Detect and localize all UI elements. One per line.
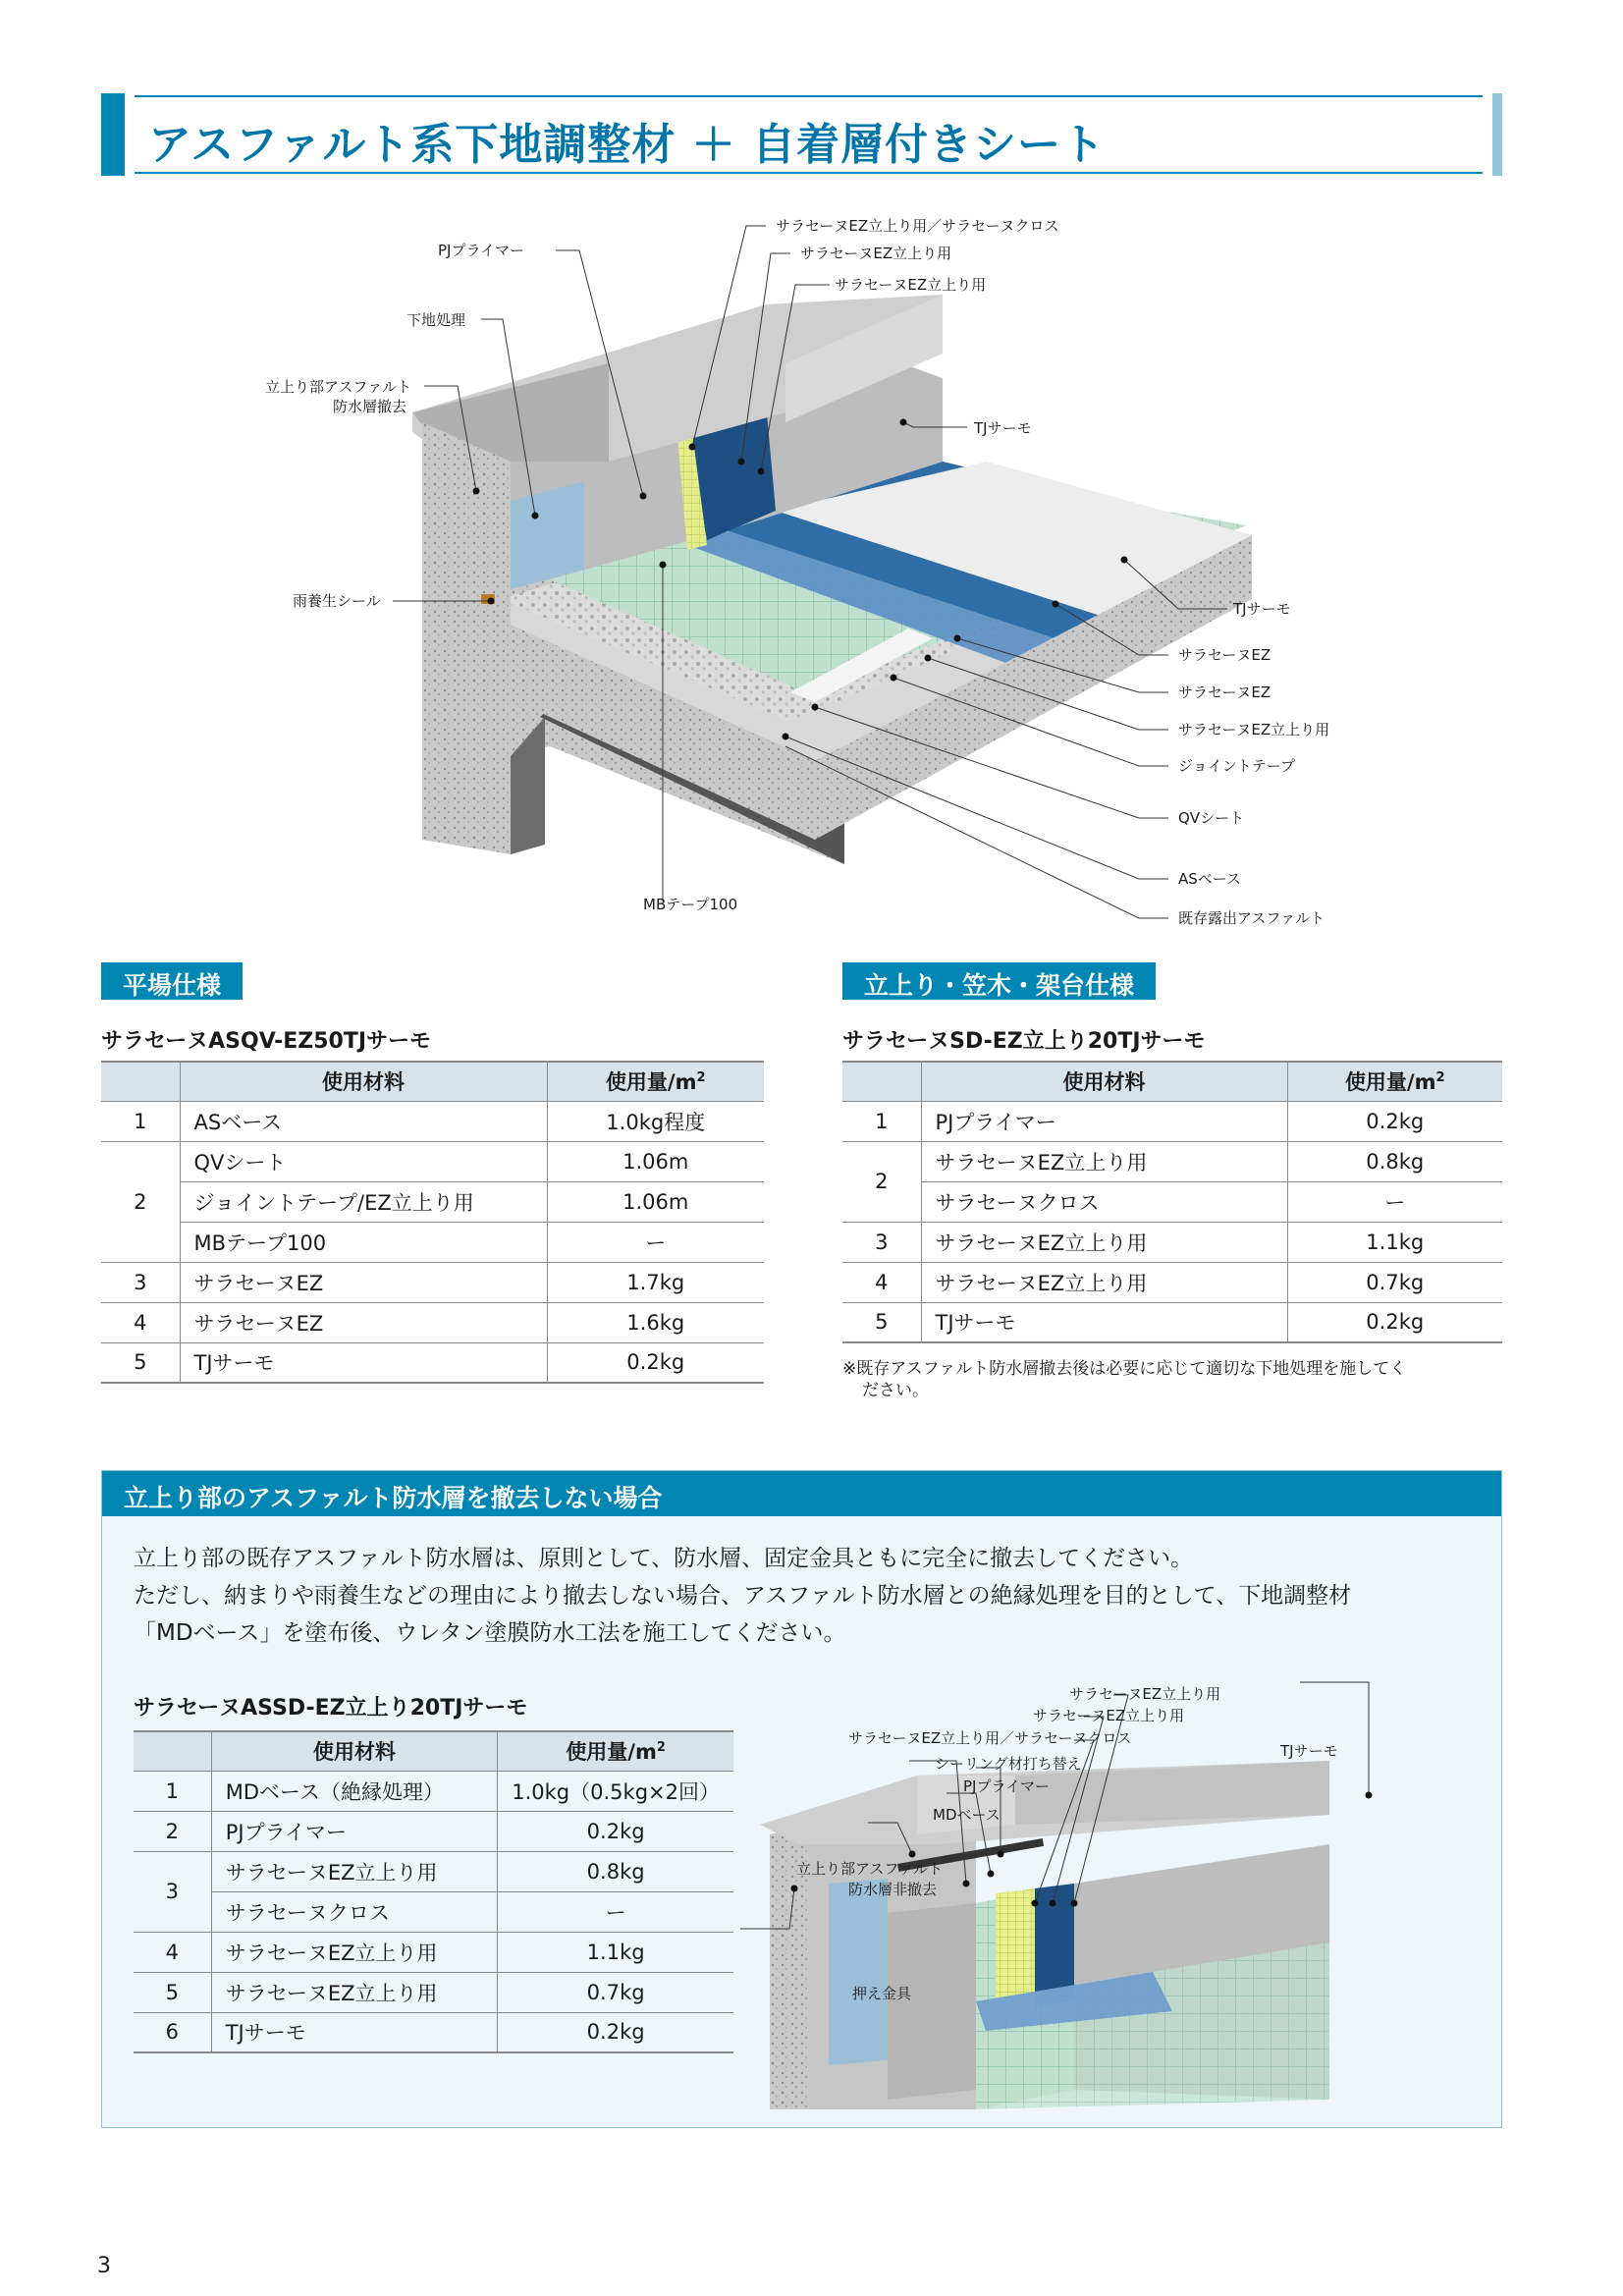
callout-ez-1: サラセーヌEZ [1178,646,1271,664]
non-removal-heading: 立上り部のアスファルト防水層を撤去しない場合 [102,1471,1501,1516]
row-material: QVシート [180,1141,547,1181]
row-qty: 0.2kg [1287,1101,1502,1141]
table-header-row [134,1731,733,1771]
table-row [134,1891,733,1932]
box-spec-name: サラセーヌASSD-EZ立上り20TJサーモ [134,1696,528,1721]
row-material: サラセーヌEZ立上り用 [211,1972,498,2012]
callout-tj-thermo-1: TJサーモ [974,419,1032,437]
row-qty: 1.1kg [498,1932,733,1972]
callout-top-3: サラセーヌEZ立上り用 [835,276,987,294]
row-no: 6 [134,2012,211,2052]
row-qty: ー [547,1222,764,1262]
non-removal-text [134,1540,1351,1652]
row-qty: 0.2kg [498,2012,733,2052]
rise-note-1: ※既存アスファルト防水層撤去後は必要に応じて適切な下地処理を施してく [842,1359,1407,1379]
header-material: 使用材料 [180,1062,547,1101]
table-row [134,2012,733,2052]
text-line-2: ただし、納まりや雨養生などの理由により撤去しない場合、アスファルト防水層との絶縁処理を目的として、下地調整材 [134,1583,1352,1609]
row-qty: ー [1287,1181,1502,1222]
callout-ez-2: サラセーヌEZ [1178,683,1271,701]
row-qty: 0.2kg [547,1342,764,1383]
callout-top-1: サラセーヌEZ立上り用／サラセーヌクロス [776,217,1059,235]
row-no: 4 [101,1302,180,1342]
row-qty: 0.7kg [1287,1262,1502,1302]
row-material: サラセーヌEZ [180,1262,547,1302]
row-material: サラセーヌEZ立上り用 [211,1932,498,1972]
row-material: PJプライマー [211,1811,498,1851]
row-material: TJサーモ [180,1342,547,1383]
box-callout-3: サラセーヌEZ立上り用／サラセーヌクロス [848,1729,1132,1747]
row-qty: 1.06m [547,1141,764,1181]
table-row [101,1141,764,1181]
row-material: サラセーヌEZ立上り用 [211,1851,498,1891]
row-material: ASベース [180,1101,547,1141]
row-no: 2 [842,1141,921,1222]
text-line-1: 立上り部の既存アスファルト防水層は、原則として、防水層、固定金具ともに完全に撤去してください。 [134,1546,1194,1571]
table-row [842,1101,1502,1141]
row-no: 3 [134,1851,211,1932]
table-row [842,1262,1502,1302]
row-qty: 0.8kg [498,1851,733,1891]
row-qty: 1.06m [547,1181,764,1222]
row-no: 2 [134,1811,211,1851]
row-material: サラセーヌEZ [180,1302,547,1342]
row-no: 3 [101,1262,180,1302]
row-qty: 1.0kg（0.5kg×2回） [498,1771,733,1811]
row-qty: 1.1kg [1287,1222,1502,1262]
table-row [101,1101,764,1141]
callout-rain-seal: 雨養生シール [293,592,381,610]
callout-top-2: サラセーヌEZ立上り用 [800,245,952,262]
row-no: 1 [134,1771,211,1811]
rise-spec-tag: 立上り・笠木・架台仕様 [842,962,1156,1000]
box-callout-7: 立上り部アスファルト [796,1860,944,1878]
box-spec-table [134,1730,733,2053]
flat-spec-name: サラセーヌASQV-EZ50TJサーモ [101,1029,432,1054]
table-row [101,1262,764,1302]
page-number: 3 [97,2254,111,2278]
table-row [842,1181,1502,1222]
row-material: MBテープ100 [180,1222,547,1262]
table-header-row [842,1062,1502,1101]
table-row [134,1771,733,1811]
row-qty: ー [498,1891,733,1932]
table-row [842,1222,1502,1262]
box-callout-6: MDベース [933,1806,1001,1824]
table-header-row [101,1062,764,1101]
box-callout-10: TJサーモ [1280,1742,1338,1760]
table-row [101,1302,764,1342]
row-qty: 1.7kg [547,1262,764,1302]
row-no: 1 [101,1101,180,1141]
table-row [101,1342,764,1383]
row-no: 3 [842,1222,921,1262]
rise-note-2: ださい。 [862,1381,929,1400]
row-no: 4 [842,1262,921,1302]
row-no: 1 [842,1101,921,1141]
flat-spec-tag: 平場仕様 [101,962,243,1000]
text-line-3: 「MDベース」を塗布後、ウレタン塗膜防水工法を施工してください。 [134,1620,846,1646]
row-material: サラセーヌEZ立上り用 [921,1141,1287,1181]
row-material: PJプライマー [921,1101,1287,1141]
header-material: 使用材料 [211,1731,498,1771]
row-material: TJサーモ [921,1302,1287,1342]
callout-substrate: 下地処理 [406,311,466,329]
callout-joint-tape: ジョイントテープ [1178,757,1295,775]
box-callout-2: サラセーヌEZ立上り用 [1033,1707,1185,1724]
flat-spec-table [101,1061,764,1384]
row-no: 5 [842,1302,921,1342]
table-row [134,1811,733,1851]
box-callout-9: 押え金具 [852,1985,912,2002]
header-no [101,1062,180,1101]
table-row [134,1972,733,2012]
row-material: サラセーヌEZ立上り用 [921,1262,1287,1302]
roof-section-illustration [0,0,1623,943]
row-material: サラセーヌEZ立上り用 [921,1222,1287,1262]
box-callout-4: シーリング材打ち替え [935,1755,1082,1773]
row-material: サラセーヌクロス [211,1891,498,1932]
header-no [134,1731,211,1771]
row-material: TJサーモ [211,2012,498,2052]
callout-qv-sheet: QVシート [1178,809,1245,827]
page-title: アスファルト系下地調整材 ＋ 自着層付きシート [148,120,1106,170]
row-qty: 0.7kg [498,1972,733,2012]
rise-spec-name: サラセーヌSD-EZ立上り20TJサーモ [842,1029,1206,1054]
row-qty: 1.6kg [547,1302,764,1342]
callout-as-base: ASベース [1178,870,1242,888]
row-qty: 0.2kg [1287,1302,1502,1342]
header-material: 使用材料 [921,1062,1287,1101]
row-material: MDベース（絶縁処理） [211,1771,498,1811]
roof-section-diagram [0,0,1623,943]
table-row [842,1141,1502,1181]
table-row [134,1932,733,1972]
row-qty: 0.8kg [1287,1141,1502,1181]
row-qty: 0.2kg [498,1811,733,1851]
row-no: 5 [101,1342,180,1383]
header-qty: 使用量$/m^2$ [1287,1062,1502,1101]
box-callout-5: PJプライマー [963,1777,1051,1795]
row-no: 2 [101,1141,180,1262]
callout-mb-tape: MBテープ100 [643,896,738,913]
callout-existing-asphalt: 既存露出アスファルト [1178,909,1325,927]
box-callout-1: サラセーヌEZ立上り用 [1069,1685,1221,1703]
callout-ez-rise: サラセーヌEZ立上り用 [1178,721,1330,738]
callout-rise-removal-2: 防水層撤去 [333,398,407,415]
header-no [842,1062,921,1101]
rise-spec-table [842,1061,1502,1343]
row-qty: 1.0kg程度 [547,1101,764,1141]
row-no: 5 [134,1972,211,2012]
box-callout-8: 防水層非撤去 [848,1881,938,1898]
row-no: 4 [134,1932,211,1972]
header-qty: 使用量$/m^2$ [498,1731,733,1771]
callout-tj-thermo-2: TJサーモ [1233,600,1291,618]
row-material: ジョイントテープ/EZ立上り用 [180,1181,547,1222]
table-row [101,1222,764,1262]
non-removal-section [101,1470,1502,2128]
row-material: サラセーヌクロス [921,1181,1287,1222]
callout-pj-primer: PJプライマー [438,242,525,259]
table-row [842,1302,1502,1342]
callout-rise-removal-1: 立上り部アスファルト [265,378,412,396]
table-row [134,1851,733,1891]
table-row [101,1181,764,1222]
header-qty: 使用量$/m^2$ [547,1062,764,1101]
